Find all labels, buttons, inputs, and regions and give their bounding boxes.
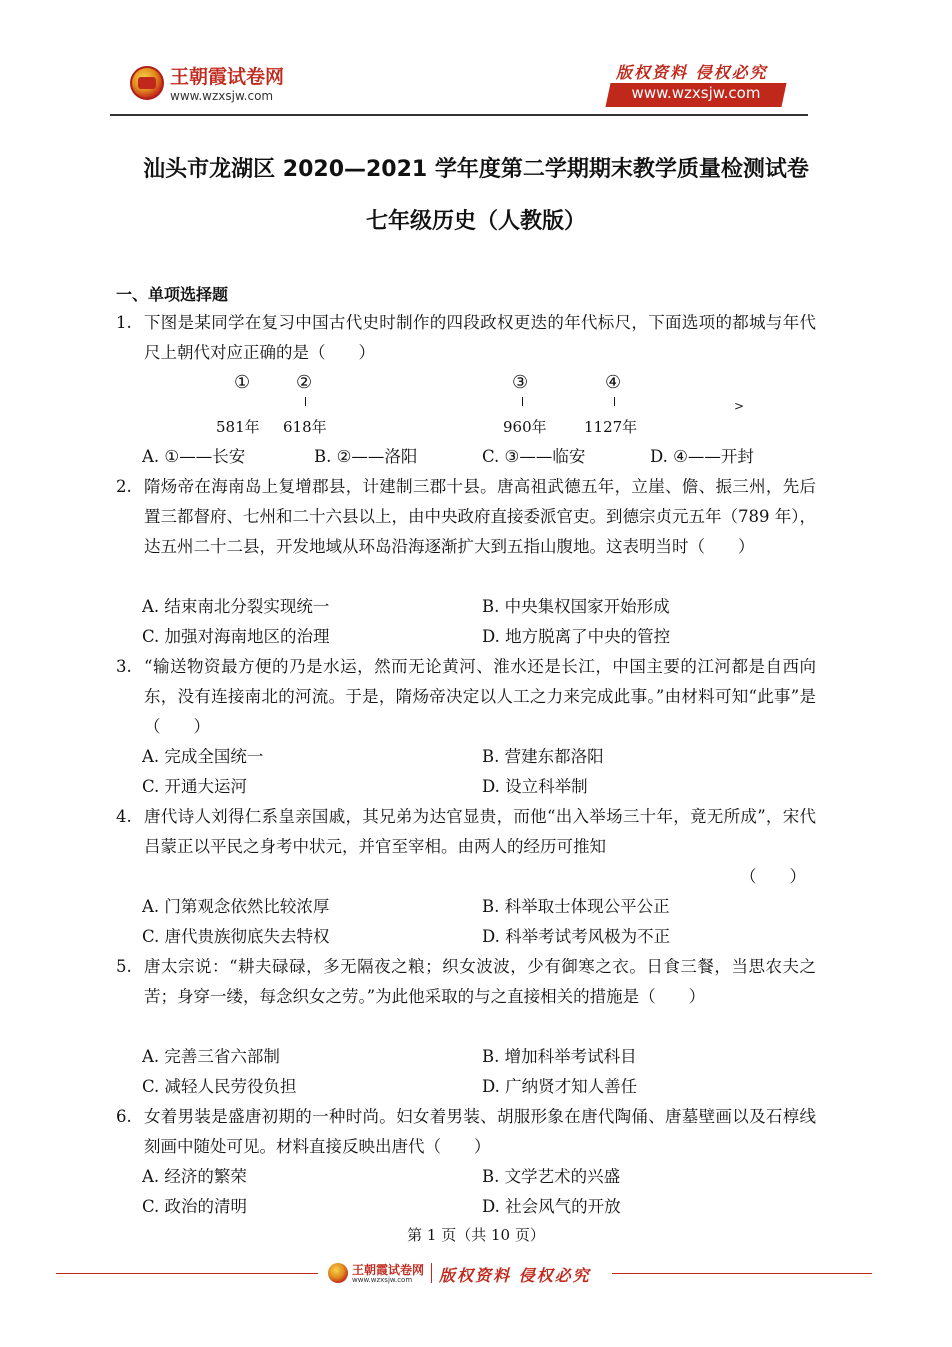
- question-number: 3.: [116, 657, 132, 676]
- timeline-arrow: >: [734, 399, 745, 413]
- question-1: [116, 308, 816, 368]
- question-number: 1.: [116, 313, 132, 332]
- option-d[interactable]: D. ④——开封: [650, 447, 754, 466]
- timeline-year: 618年: [283, 418, 327, 436]
- option-d[interactable]: D. 广纳贤才知人善任: [482, 1077, 638, 1096]
- exam-subtitle: 七年级历史（人教版）: [365, 209, 586, 234]
- question-4: [116, 802, 816, 862]
- footer-logo-url: www.wzxsjw.com: [352, 1276, 413, 1284]
- question-stem: 隋炀帝在海南岛上复增郡县，计建制三郡十县。唐高祖武德五年，立崖、儋、振三州，先后置三都督府、七州和二十六县以上，由中央政府直接委派官吏。到德宗贞元五年（789 年），达五州二十二县，开发地域从环岛沿海逐渐扩大到五指山腹地。这表明当时（ ）: [144, 477, 816, 556]
- option-c[interactable]: C. 开通大运河: [142, 777, 248, 796]
- footer-logo-title: 王朝霞试卷网: [352, 1263, 425, 1277]
- question-stem: 唐太宗说：“耕夫碌碌，多无隔夜之粮；织女波波，少有御寒之衣。日食三餐，当思农夫之苦；身穿一缕，每念织女之劳。”为此他采取的与之直接相关的措施是（ ）: [144, 957, 816, 1006]
- copyright-notice: 版权资料 侵权必究: [616, 63, 768, 82]
- timeline-marker: ③: [512, 372, 529, 393]
- question-number: 4.: [116, 807, 132, 826]
- logo-url: www.wzxsjw.com: [170, 89, 274, 103]
- timeline-tick: [305, 397, 306, 406]
- question-number: 2.: [116, 477, 132, 496]
- option-a[interactable]: A. ①——长安: [142, 447, 246, 466]
- option-d[interactable]: D. 科举考试考风极为不正: [482, 927, 671, 946]
- logo-title: 王朝霞试卷网: [170, 66, 285, 88]
- timeline-year: 960年: [503, 418, 547, 436]
- question-number: 5.: [116, 957, 132, 976]
- option-a[interactable]: A. 门第观念依然比较浓厚: [142, 897, 330, 916]
- question-6: [116, 1102, 816, 1162]
- option-b[interactable]: B. 文学艺术的兴盛: [482, 1167, 621, 1186]
- question-stem: 唐代诗人刘得仁系皇亲国戚，其兄弟为达官显贵，而他“出入举场三十年，竟无所成”，宋代吕蒙正以平民之身考中状元，并官至宰相。由两人的经历可推知: [144, 807, 816, 856]
- option-c[interactable]: C. 政治的清明: [142, 1197, 248, 1216]
- option-b[interactable]: B. 科举取士体现公平公正: [482, 897, 670, 916]
- option-a[interactable]: A. 结束南北分裂实现统一: [142, 597, 330, 616]
- option-c[interactable]: C. 减轻人民劳役负担: [142, 1077, 297, 1096]
- option-c[interactable]: C. 唐代贵族彻底失去特权: [142, 927, 330, 946]
- option-b[interactable]: B. ②——洛阳: [314, 447, 418, 466]
- answer-paren: （ ）: [740, 867, 806, 886]
- option-d[interactable]: D. 设立科举制: [482, 777, 588, 796]
- timeline-tick: [614, 397, 615, 406]
- logo-badge-icon: [130, 66, 164, 100]
- footer-rule-right: [612, 1273, 872, 1274]
- footer-logo-icon: [328, 1263, 348, 1283]
- option-c[interactable]: C. ③——临安: [482, 447, 586, 466]
- question-2: [116, 472, 816, 562]
- timeline-marker: ④: [605, 372, 622, 393]
- exam-title: 汕头市龙湖区 2020—2021 学年度第二学期期末教学质量检测试卷: [143, 157, 809, 182]
- option-a[interactable]: A. 完成全国统一: [142, 747, 264, 766]
- footer-copyright: 版权资料 侵权必究: [439, 1266, 591, 1285]
- timeline-year: 1127年: [584, 418, 638, 436]
- question-5: [116, 952, 816, 1012]
- option-b[interactable]: B. 营建东都洛阳: [482, 747, 604, 766]
- question-3: [116, 652, 816, 742]
- footer-separator: [431, 1263, 432, 1283]
- timeline-year: 581年: [216, 418, 260, 436]
- url-banner-text: www.wzxsjw.com: [631, 84, 761, 102]
- option-d[interactable]: D. 地方脱离了中央的管控: [482, 627, 671, 646]
- option-b[interactable]: B. 增加科举考试科目: [482, 1047, 637, 1066]
- option-d[interactable]: D. 社会风气的开放: [482, 1197, 621, 1216]
- page-number: 第 1 页（共 10 页）: [407, 1226, 545, 1244]
- timeline-marker: ②: [296, 372, 313, 393]
- question-stem: “输送物资最方便的乃是水运，然而无论黄河、淮水还是长江，中国主要的江河都是自西向东，没有连接南北的河流。于是，隋炀帝决定以人工之力来完成此事。”由材料可知“此事”是（ ）: [144, 657, 816, 736]
- header-divider: [110, 114, 808, 116]
- footer-rule-left: [56, 1273, 318, 1274]
- option-a[interactable]: A. 完善三省六部制: [142, 1047, 280, 1066]
- timeline-marker: ①: [234, 372, 251, 393]
- option-b[interactable]: B. 中央集权国家开始形成: [482, 597, 670, 616]
- option-a[interactable]: A. 经济的繁荣: [142, 1167, 247, 1186]
- question-stem: 女着男装是盛唐初期的一种时尚。妇女着男装、胡服形象在唐代陶俑、唐墓壁画以及石椁线刻画中随处可见。材料直接反映出唐代（ ）: [144, 1107, 816, 1156]
- question-stem: 下图是某同学在复习中国古代史时制作的四段政权更迭的年代标尺，下面选项的都城与年代尺上朝代对应正确的是（ ）: [144, 313, 816, 362]
- question-number: 6.: [116, 1107, 132, 1126]
- section-heading: 一、单项选择题: [116, 285, 229, 304]
- timeline-tick: [522, 397, 523, 406]
- option-c[interactable]: C. 加强对海南地区的治理: [142, 627, 330, 646]
